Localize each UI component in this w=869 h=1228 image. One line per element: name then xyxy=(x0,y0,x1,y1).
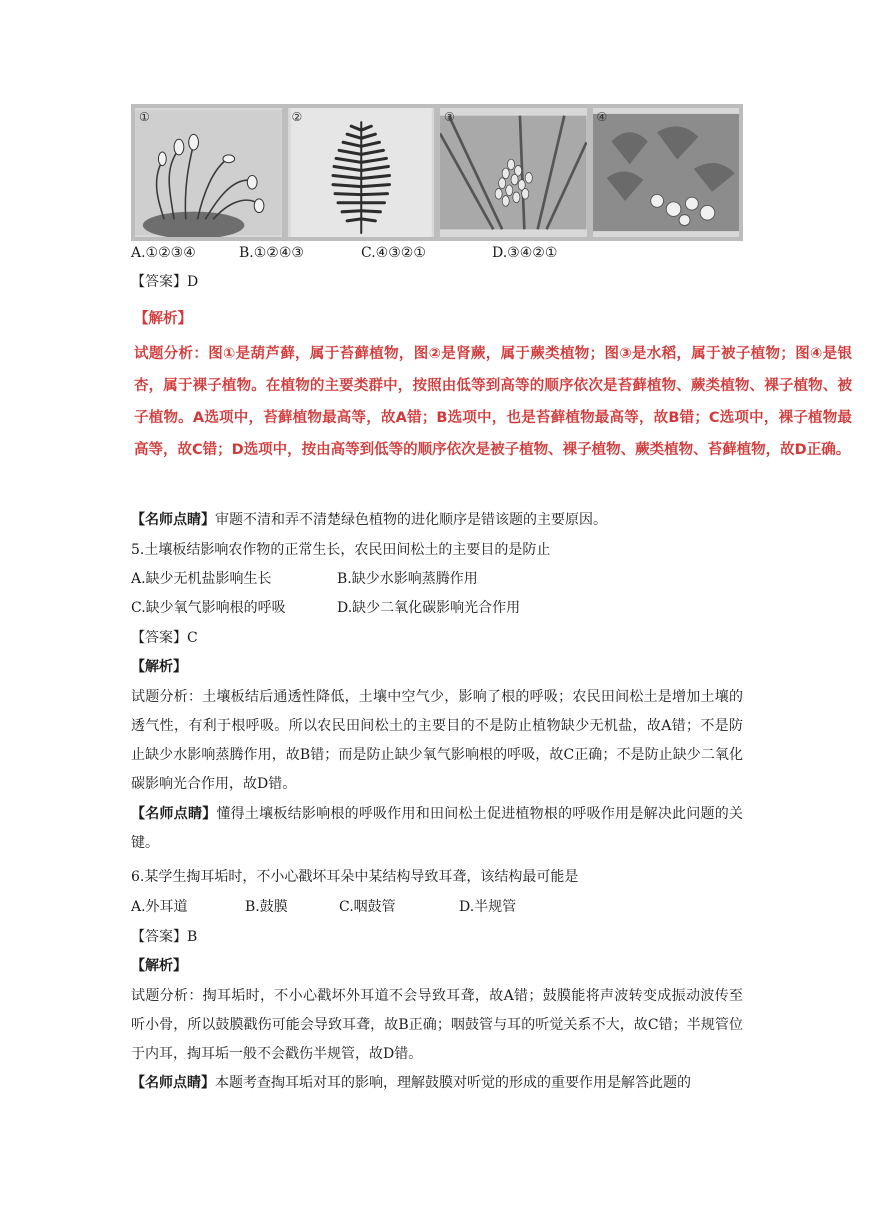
option-c: C.缺少氧气影响根的呼吸 xyxy=(131,600,286,616)
q6-tip xyxy=(131,1073,691,1093)
tip-label: 【名师点睛】 xyxy=(131,512,215,528)
figure-number: ① xyxy=(139,110,150,124)
q5-answer: 【答案】C xyxy=(131,630,198,646)
q5-options-row2 xyxy=(131,598,520,618)
option-c: C.咽鼓管 xyxy=(339,899,396,915)
q5-options-row1 xyxy=(131,569,478,589)
q5-analysis-text: 试题分析：土壤板结后通透性降低，土壤中空气少，影响了根的呼吸；农民田间松土是增加土壤的透气性，有利于根呼吸。所以农民田间松土的主要目的不是防止植物缺少无机盐，故A错；不是防止缺少水影响蒸腾作用，故B错；而是防止缺少氧气影响根的呼吸，故C正确；不是防止缺少二氧化碳影响光合作用，故D错。 xyxy=(131,689,743,792)
option-c: C.④③②① xyxy=(361,245,426,261)
q4-tip xyxy=(131,510,607,530)
figure-panel-rice xyxy=(440,108,587,237)
tip-text: 本题考查掏耳垢对耳的影响，理解鼓膜对听觉的形成的重要作用是解答此题的 xyxy=(215,1075,691,1091)
fern-illustration xyxy=(288,108,435,237)
tip-label: 【名师点睛】 xyxy=(131,1075,215,1091)
moss-illustration xyxy=(135,108,282,237)
q6-options xyxy=(131,897,516,917)
rice-illustration xyxy=(440,108,587,237)
option-d: D.半规管 xyxy=(459,899,517,915)
plant-figure xyxy=(131,104,743,241)
q5-analysis-label: 【解析】 xyxy=(131,659,187,675)
figure-panel-fern xyxy=(288,108,435,237)
q5-tip xyxy=(131,800,743,858)
option-d: D.③④②① xyxy=(492,245,558,261)
q6-answer: 【答案】B xyxy=(131,929,198,945)
q4-analysis-text: 试题分析：图①是葫芦藓，属于苔藓植物，图②是肾蕨，属于蕨类植物；图③是水稻，属于被子植物；图④是银杏，属于裸子植物。在植物的主要类群中，按照由低等到高等的顺序依次是苔藓植物、蕨类植物、裸子植物、被子植物。A选项中，苔藓植物最高等，故A错；B选项中，也是苔藓植物最高等，故B错；C选项中，裸子植物最高等，故C错；D选项中，按由高等到低等的顺序依次是被子植物、裸子植物、蕨类植物、苔藓植物，故D正确。 xyxy=(134,346,852,458)
figure-number: ② xyxy=(291,110,303,124)
option-a: A.缺少无机盐影响生长 xyxy=(131,571,272,587)
figure-number: ③ xyxy=(444,110,455,124)
option-a: A.①②③④ xyxy=(131,245,196,261)
option-b: B.缺少水影响蒸腾作用 xyxy=(337,571,478,587)
option-d: D.缺少二氧化碳影响光合作用 xyxy=(337,600,521,616)
q6-question: 6.某学生掏耳垢时，不小心戳坏耳朵中某结构导致耳聋，该结构最可能是 xyxy=(131,869,579,885)
tip-text: 审题不清和弄不清楚绿色植物的进化顺序是错该题的主要原因。 xyxy=(215,512,607,528)
option-a: A.外耳道 xyxy=(131,899,188,915)
ginkgo-illustration xyxy=(593,108,740,237)
tip-text: 懂得土壤板结影响根的呼吸作用和田间松土促进植物根的呼吸作用是解决此问题的关键。 xyxy=(131,806,744,851)
tip-label: 【名师点睛】 xyxy=(131,806,217,822)
figure-panel-ginkgo xyxy=(593,108,740,237)
q4-analysis-label: 【解析】 xyxy=(134,311,192,327)
q4-answer: 【答案】D xyxy=(131,274,199,290)
option-b: B.鼓膜 xyxy=(245,899,288,915)
figure-number: ④ xyxy=(596,110,608,124)
q4-options xyxy=(131,243,557,263)
q5-question: 5.土壤板结影响农作物的正常生长，农民田间松土的主要目的是防止 xyxy=(131,542,551,558)
figure-panel-moss xyxy=(135,108,282,237)
option-b: B.①②④③ xyxy=(239,245,304,261)
q6-analysis-label: 【解析】 xyxy=(131,958,187,974)
q6-analysis-text: 试题分析：掏耳垢时，不小心戳坏外耳道不会导致耳聋，故A错；鼓膜能将声波转变成振动波传至听小骨，所以鼓膜戳伤可能会导致耳聋，故B正确；咽鼓管与耳的听觉关系不大，故C错；半规管位于内耳，掏耳垢一般不会戳伤半规管，故D错。 xyxy=(131,988,743,1062)
